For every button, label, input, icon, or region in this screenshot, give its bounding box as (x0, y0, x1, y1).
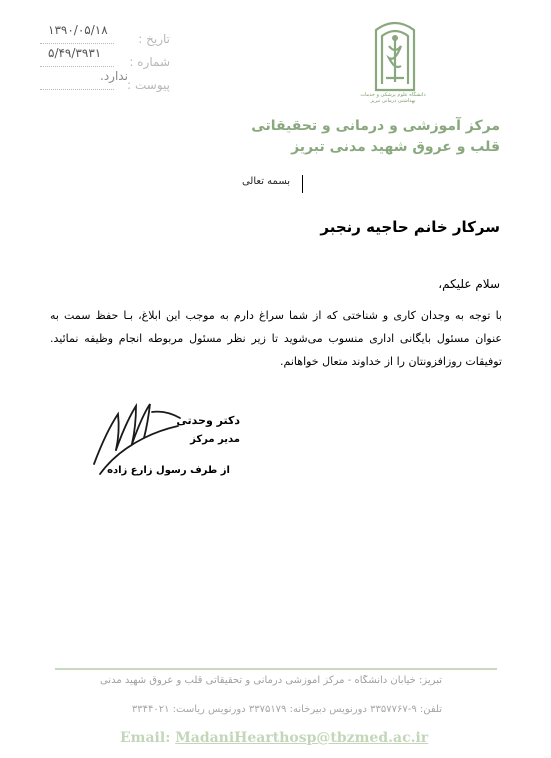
attachment-dotted-line (40, 89, 114, 90)
center-name-line1: مرکز آموزشی و درمانی و تحقیقاتی (251, 118, 500, 134)
date-dotted-line (40, 43, 114, 44)
logo-caption: دانشگاه علوم پزشکی و خدمات بهداشتی درمانی تبریز (360, 92, 426, 104)
number-dotted-line (40, 66, 114, 67)
center-name (250, 116, 500, 158)
signer-title: مدیر مرکز (190, 434, 240, 445)
center-name-line2: قلب و عروق شهید مدنی تبریز (291, 139, 500, 155)
number-label: شماره : (129, 55, 170, 69)
date-label: تاریخ : (138, 32, 170, 46)
on-behalf-of: از طرف رسول زارع زاده (107, 465, 230, 476)
attachment-value: ندارد. (100, 69, 128, 83)
basmala: بسمه تعالی (241, 176, 291, 187)
footer-phones: تلفن: ۹-۳۳۵۷۷۶۷ دورنویس دبیرخانه: ۳۳۷۵۱۷۹ دورنویس ریاست: ۳۳۴۴۰۲۱ (131, 704, 442, 715)
signer-name: دکتر وحدتی (176, 414, 240, 427)
date-value: ۱۳۹۰/۰۵/۱۸ (48, 23, 108, 37)
email-label: Email: (120, 730, 171, 746)
letter-body: با توجه به وجدان کاری و شناختی که از شما سراغ دارم به موجب این ابلاغ، بـا حفظ سمت به عنوان مسئول بایگانی اداری منسوب می‌شوید تا زیر نظر مسئول مربوطه انجام وظیفه نمائید. توفیقات روزافزونتان را از خداوند متعال خواهانم. (50, 309, 502, 368)
greeting: سلام علیکم، (438, 277, 500, 291)
footer-divider (55, 668, 497, 670)
attachment-field (40, 69, 170, 96)
footer-email (120, 730, 440, 746)
number-value: ۵/۴۹/۳۹۳۱ (48, 46, 102, 60)
email-address-link[interactable]: MadaniHearthosp@tbzmed.ac.ir (175, 730, 429, 746)
recipient: سرکار خانم حاجیه رنجبر (320, 218, 500, 236)
text-cursor (302, 175, 303, 193)
attachment-label: پیوست : (127, 78, 170, 92)
footer-address: تبریز: خیابان دانشگاه - مرکز آموزشی درمانی و تحقیقاتی قلب و عروق شهید مدنی (99, 675, 442, 686)
